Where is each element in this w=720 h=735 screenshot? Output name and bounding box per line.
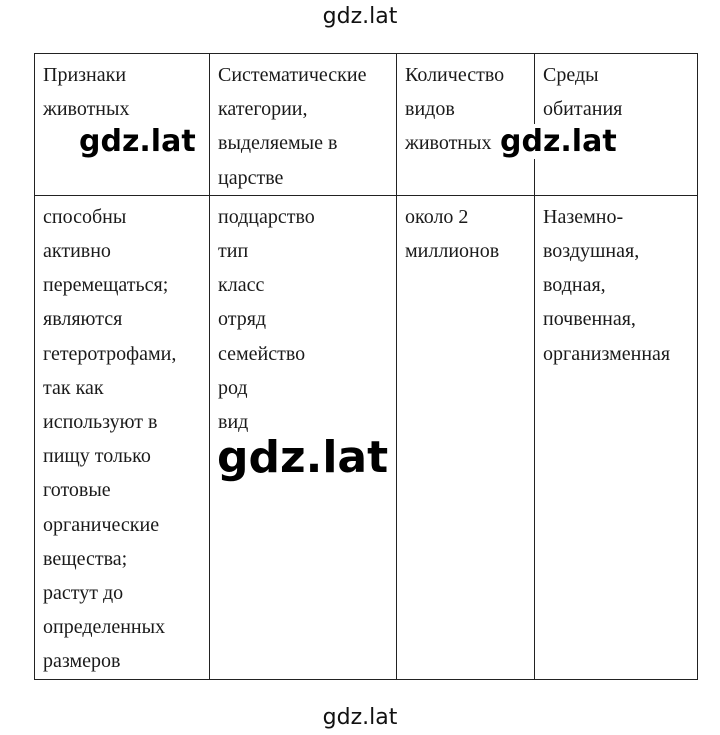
cell-text: воздушная,	[543, 240, 640, 263]
cell-text: используют в	[43, 411, 158, 434]
cell-text: Наземно-	[543, 205, 624, 228]
cell-text: активно	[43, 240, 111, 263]
watermark-top: gdz.lat	[322, 4, 398, 29]
watermark-overlay: gdz.lat	[217, 432, 389, 483]
cell-text: перемещаться;	[43, 274, 169, 297]
cell-text: пищу только	[43, 445, 151, 468]
watermark-overlay: gdz.lat	[500, 124, 617, 159]
header-text: животных	[43, 98, 130, 121]
cell-habitats	[535, 195, 698, 679]
header-text: выделяемые в	[218, 132, 338, 155]
cell-text: подцарство	[218, 205, 315, 228]
header-text: животных	[405, 132, 492, 155]
cell-text: семейство	[218, 342, 306, 365]
cell-text: отряд	[218, 308, 267, 331]
cell-species-count	[397, 195, 535, 679]
cell-text: определенных	[43, 616, 166, 639]
header-cell-categories	[210, 54, 397, 196]
header-text: Количество	[405, 64, 505, 86]
cell-text: около 2	[405, 205, 469, 228]
cell-text: род	[218, 376, 248, 399]
cell-features	[35, 195, 210, 679]
header-text: Признаки	[43, 64, 127, 86]
cell-text: вещества;	[43, 547, 128, 570]
cell-text: растут до	[43, 582, 124, 605]
cell-text: организменная	[543, 342, 671, 365]
header-text: обитания	[543, 98, 623, 121]
cell-text: являются	[43, 308, 123, 331]
cell-text: класс	[218, 274, 265, 297]
cell-text: органические	[43, 513, 160, 536]
cell-text: миллионов	[405, 240, 500, 263]
cell-text: водная,	[543, 274, 606, 297]
cell-text: гетеротрофами,	[43, 342, 177, 365]
watermark-overlay: gdz.lat	[79, 124, 196, 159]
cell-text: так как	[43, 376, 104, 399]
header-text: Систематические	[218, 64, 367, 86]
watermark-bottom: gdz.lat	[322, 705, 398, 730]
cell-text: вид	[218, 411, 249, 434]
cell-text: тип	[218, 240, 249, 263]
header-text: Среды	[543, 64, 599, 86]
header-text: видов	[405, 98, 455, 121]
header-text: царстве	[218, 166, 284, 189]
header-text: категории,	[218, 98, 308, 121]
cell-text: размеров	[43, 650, 121, 673]
cell-text: почвенная,	[543, 308, 636, 331]
cell-text: готовые	[43, 479, 111, 502]
cell-text: способны	[43, 205, 127, 228]
